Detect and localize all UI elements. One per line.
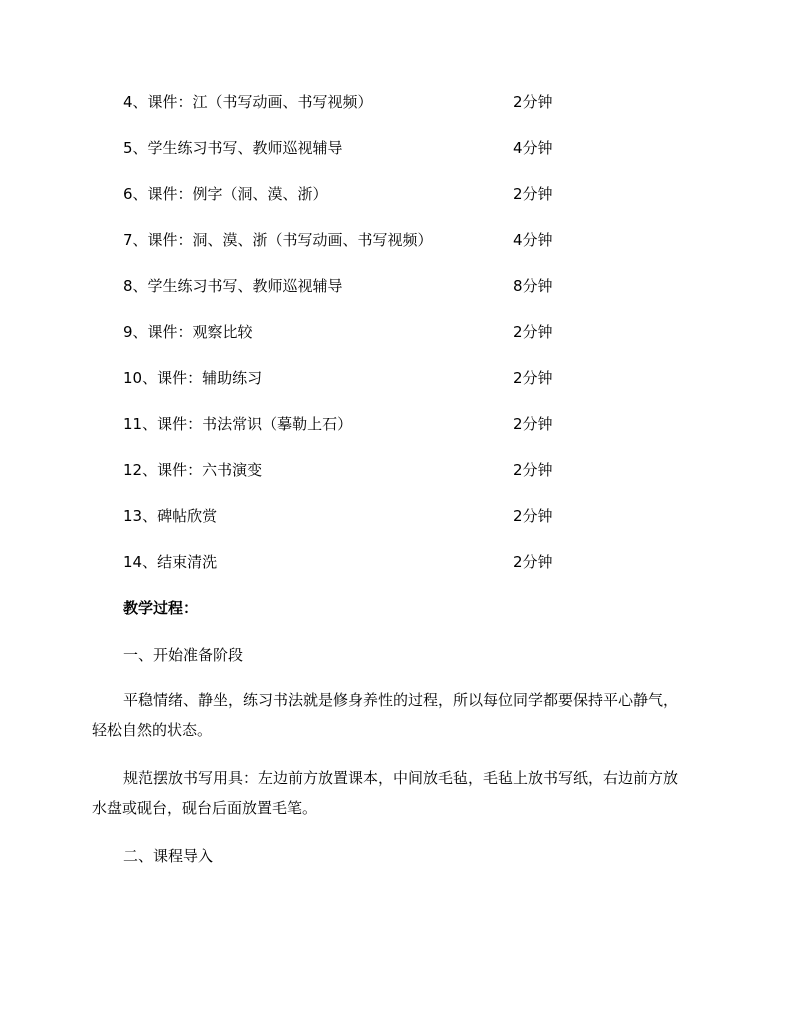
schedule-row [123,322,603,368]
schedule-item: 4、课件：江（书写动画、书写视频） [123,93,373,111]
schedule-duration: 2分钟 [513,507,553,525]
paragraph-line: 轻松自然的状态。 [92,721,213,739]
schedule-item: 10、课件：辅助练习 [123,369,263,387]
schedule-item: 6、课件：例字（洞、漠、浙） [123,185,328,203]
schedule-row [123,138,603,184]
schedule-item: 12、课件：六书演变 [123,461,263,479]
paragraph-line: 规范摆放书写用具：左边前方放置课本，中间放毛毡，毛毡上放书写纸，右边前方放 [123,769,679,787]
schedule-row [123,230,603,276]
schedule-item: 8、学生练习书写、教师巡视辅导 [123,277,343,295]
schedule-row [123,368,603,414]
schedule-duration: 2分钟 [513,461,553,479]
schedule-row [123,506,603,552]
schedule-row [123,184,603,230]
teaching-process-heading: 教学过程： [123,599,199,617]
schedule-duration: 2分钟 [513,185,553,203]
schedule-item: 13、碑帖欣赏 [123,507,218,525]
schedule-duration: 2分钟 [513,93,553,111]
schedule-duration: 2分钟 [513,415,553,433]
schedule-item: 7、课件：洞、漠、浙（书写动画、书写视频） [123,231,433,249]
schedule-duration: 2分钟 [513,369,553,387]
schedule-item: 14、结束清洗 [123,553,218,571]
schedule-row [123,276,603,322]
paragraph-calm-mind [92,685,706,745]
schedule-duration: 2分钟 [513,553,553,571]
schedule-item: 11、课件：书法常识（摹勒上石） [123,415,353,433]
paragraph-line: 平稳情绪、静坐，练习书法就是修身养性的过程，所以每位同学都要保持平心静气， [123,691,679,709]
schedule-item: 9、课件：观察比较 [123,323,253,341]
schedule-row [123,92,603,138]
schedule-row [123,414,603,460]
schedule-duration: 2分钟 [513,323,553,341]
section-title-introduction: 二、课程导入 [123,847,214,865]
schedule-duration: 8分钟 [513,277,553,295]
schedule-row [123,460,603,506]
paragraph-line: 水盘或砚台，砚台后面放置毛笔。 [92,799,318,817]
schedule-duration: 4分钟 [513,139,553,157]
section-title-preparation: 一、开始准备阶段 [123,646,244,664]
schedule-row [123,552,603,598]
paragraph-tool-arrangement [92,763,706,823]
schedule-duration: 4分钟 [513,231,553,249]
schedule-list [123,92,603,598]
schedule-item: 5、学生练习书写、教师巡视辅导 [123,139,343,157]
